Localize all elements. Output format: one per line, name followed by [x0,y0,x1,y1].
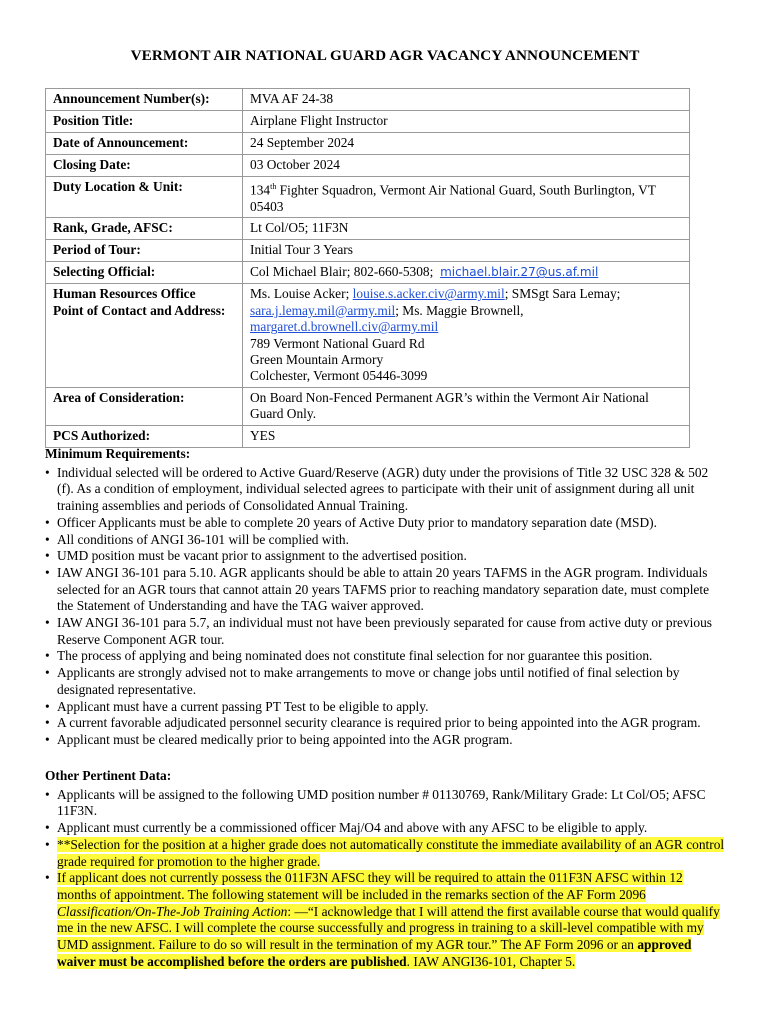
bullet-icon: • [45,715,50,731]
list-item [45,870,725,970]
minimum-requirements-list [45,465,725,749]
area-of-consideration-label: Area of Consideration: [46,387,243,425]
rank-grade-afsc-value: Lt Col/O5; 11F3N [243,218,690,240]
bullet-icon: • [45,836,50,852]
list-item [45,532,725,549]
list-item [45,615,725,648]
list-item [45,565,725,615]
hr-email-lemay-link[interactable]: sara.j.lemay.mil@army.mil [250,302,396,318]
list-item [45,837,725,870]
pcs-authorized-label: PCS Authorized: [46,425,243,447]
hr-contact-acker: Ms. Louise Acker; [250,286,350,302]
pcs-authorized-value: YES [243,425,690,447]
hr-office-label [46,284,243,387]
announcement-number-label: Announcement Number(s): [46,89,243,111]
position-title-value: Airplane Flight Instructor [243,111,690,133]
list-item [45,548,725,565]
list-item-text: IAW ANGI 36-101 para 5.10. AGR applicants should be able to attain 20 years TAFMS in the AGR program. Individuals selected for an AGR tours that cannot attain 20 years TAFMS prior to reaching mandatory separation date, must complete the Statement of Understanding and have the TAG waiver approved. [57,564,710,614]
area-of-consideration-value: On Board Non-Fenced Permanent AGR’s within the Vermont Air National Guard Only. [243,387,690,425]
hr-email-acker-link[interactable]: louise.s.acker.civ@army.mil [352,286,505,302]
table-row [46,425,690,447]
list-item-text: Applicant must have a current passing PT Test to be eligible to apply. [57,698,429,714]
closing-date-value: 03 October 2024 [243,155,690,177]
list-item [45,665,725,698]
hr-address-line1: 789 Vermont National Guard Rd [250,335,425,351]
bullet-icon: • [45,615,50,631]
table-row [46,155,690,177]
duty-location-ordinal: th [270,182,277,191]
table-row [46,262,690,284]
list-item-text: Applicants will be assigned to the following UMD position number # 01130769, Rank/Military Grade: Lt Col/O5; AFSC 11F3N. [57,786,706,819]
list-item [45,515,725,532]
list-item [45,732,725,749]
reference-text: . IAW ANGI36-101, Chapter 5. [406,953,576,969]
list-item [45,715,725,732]
hr-office-value [243,284,690,387]
bullet-icon: • [45,786,50,802]
page-title: VERMONT AIR NATIONAL GUARD AGR VACANCY ANNOUNCEMENT [130,47,640,64]
other-pertinent-data-list [45,787,725,971]
bullet-icon: • [45,648,50,664]
highlighted-list-item-text: **Selection for the position at a higher grade does not automatically constitute the immediate availability of an AGR control grade required for promotion to the higher grade. [57,836,725,869]
duty-location-number: 134 [250,182,271,198]
list-item [45,699,725,716]
list-item-text: Officer Applicants must be able to complete 20 years of Active Duty prior to mandatory separation date (MSD). [57,514,657,530]
list-item-text: Applicant must currently be a commissioned officer Maj/O4 and above with any AFSC to be eligible to apply. [57,820,648,836]
table-row [46,111,690,133]
bullet-icon: • [45,870,50,886]
waiver-requirement-bold: approved waiver must be accomplished before the orders are published [57,937,692,969]
list-item-text: Applicant must be cleared medically prior to being appointed into the AGR program. [57,731,513,747]
table-row [46,177,690,218]
bullet-icon: • [45,531,50,547]
duty-location-text: Fighter Squadron, Vermont Air National Guard, South Burlington, VT 05403 [250,182,656,214]
hr-office-label-line2: Point of Contact and Address: [53,302,226,318]
hr-contact-lemay: ; SMSgt Sara Lemay; [504,286,621,302]
minimum-requirements-section [45,446,725,749]
announcement-date-label: Date of Announcement: [46,133,243,155]
acknowledgement-text: : —“I acknowledge that I will attend the first available course that would qualify me in the new AFSC. I will complete the course successfully and progress in training to a skill-level compatible with my UMD assignment. Failure to do so will result in the termination of my AGR tour.” The AF Form 2096 or an [57,903,720,953]
table-row [46,240,690,262]
bullet-icon: • [45,548,50,564]
hr-contact-brownell: ; Ms. Maggie Brownell, [395,302,524,318]
hr-address-line3: Colchester, Vermont 05446-3099 [250,368,428,384]
list-item-text: A current favorable adjudicated personnel security clearance is required prior to being appointed into the AGR program. [57,715,701,731]
hr-email-brownell-link[interactable]: margaret.d.brownell.civ@army.mil [250,319,439,335]
hr-office-label-line1: Human Resources Office [53,286,196,302]
selecting-official-value [243,262,690,284]
table-row [46,218,690,240]
list-item-text: All conditions of ANGI 36-101 will be complied with. [57,531,349,547]
form-title-italic: Classification/On-The-Job Training Action [57,903,288,919]
highlighted-list-item-text [57,870,720,969]
closing-date-label: Closing Date: [46,155,243,177]
list-item [45,465,725,515]
position-title-label: Position Title: [46,111,243,133]
bullet-icon: • [45,665,50,681]
hr-address-line2: Green Mountain Armory [250,351,384,367]
bullet-icon: • [45,564,50,580]
bullet-icon: • [45,698,50,714]
list-item-text: IAW ANGI 36-101 para 5.7, an individual must not have been previously separated for cause from active duty or previous Reserve Component AGR tour. [57,615,713,647]
period-of-tour-value: Initial Tour 3 Years [243,240,690,262]
announcement-info-table [45,88,690,448]
list-item [45,787,725,820]
announcement-date-value: 24 September 2024 [243,133,690,155]
selecting-official-email-link[interactable]: michael.blair.27@us.af.mil [440,265,599,280]
other-pertinent-data-heading: Other Pertinent Data: [45,768,172,783]
period-of-tour-label: Period of Tour: [46,240,243,262]
table-row [46,387,690,425]
other-pertinent-data-section [45,768,725,970]
list-item [45,648,725,665]
list-item-text: Individual selected will be ordered to Active Guard/Reserve (AGR) duty under the provisions of Title 32 USC 328 & 502 (f). As a condition of employment, individual selected agrees to participate with their unit of assignment during all unit training assemblies and periods of Consolidated Annual Training. [57,464,709,514]
announcement-number-value: MVA AF 24-38 [243,89,690,111]
table-row [46,284,690,387]
table-row [46,133,690,155]
bullet-icon: • [45,514,50,530]
list-item-text: Applicants are strongly advised not to make arrangements to move or change jobs until notified of final selection by designated representative. [57,665,680,697]
selecting-official-text: Col Michael Blair; 802-660-5308; [250,264,434,280]
rank-grade-afsc-label: Rank, Grade, AFSC: [46,218,243,240]
list-item-text: UMD position must be vacant prior to assignment to the advertised position. [57,548,467,564]
selecting-official-label: Selecting Official: [46,262,243,284]
list-item-text: The process of applying and being nominated does not constitute final selection for nor guarantee this position. [57,648,653,664]
duty-location-value [243,177,690,218]
bullet-icon: • [45,464,50,480]
bullet-icon: • [45,820,50,836]
table-row [46,89,690,111]
minimum-requirements-heading: Minimum Requirements: [45,446,191,461]
bullet-icon: • [45,731,50,747]
afsc-requirement-text: If applicant does not currently possess the 011F3N AFSC they will be required to attain the 011F3N AFSC within 12 months of appointment. The following statement will be included in the remarks section of the AF Form 2096 [57,870,683,902]
duty-location-label: Duty Location & Unit: [46,177,243,218]
list-item [45,820,725,837]
